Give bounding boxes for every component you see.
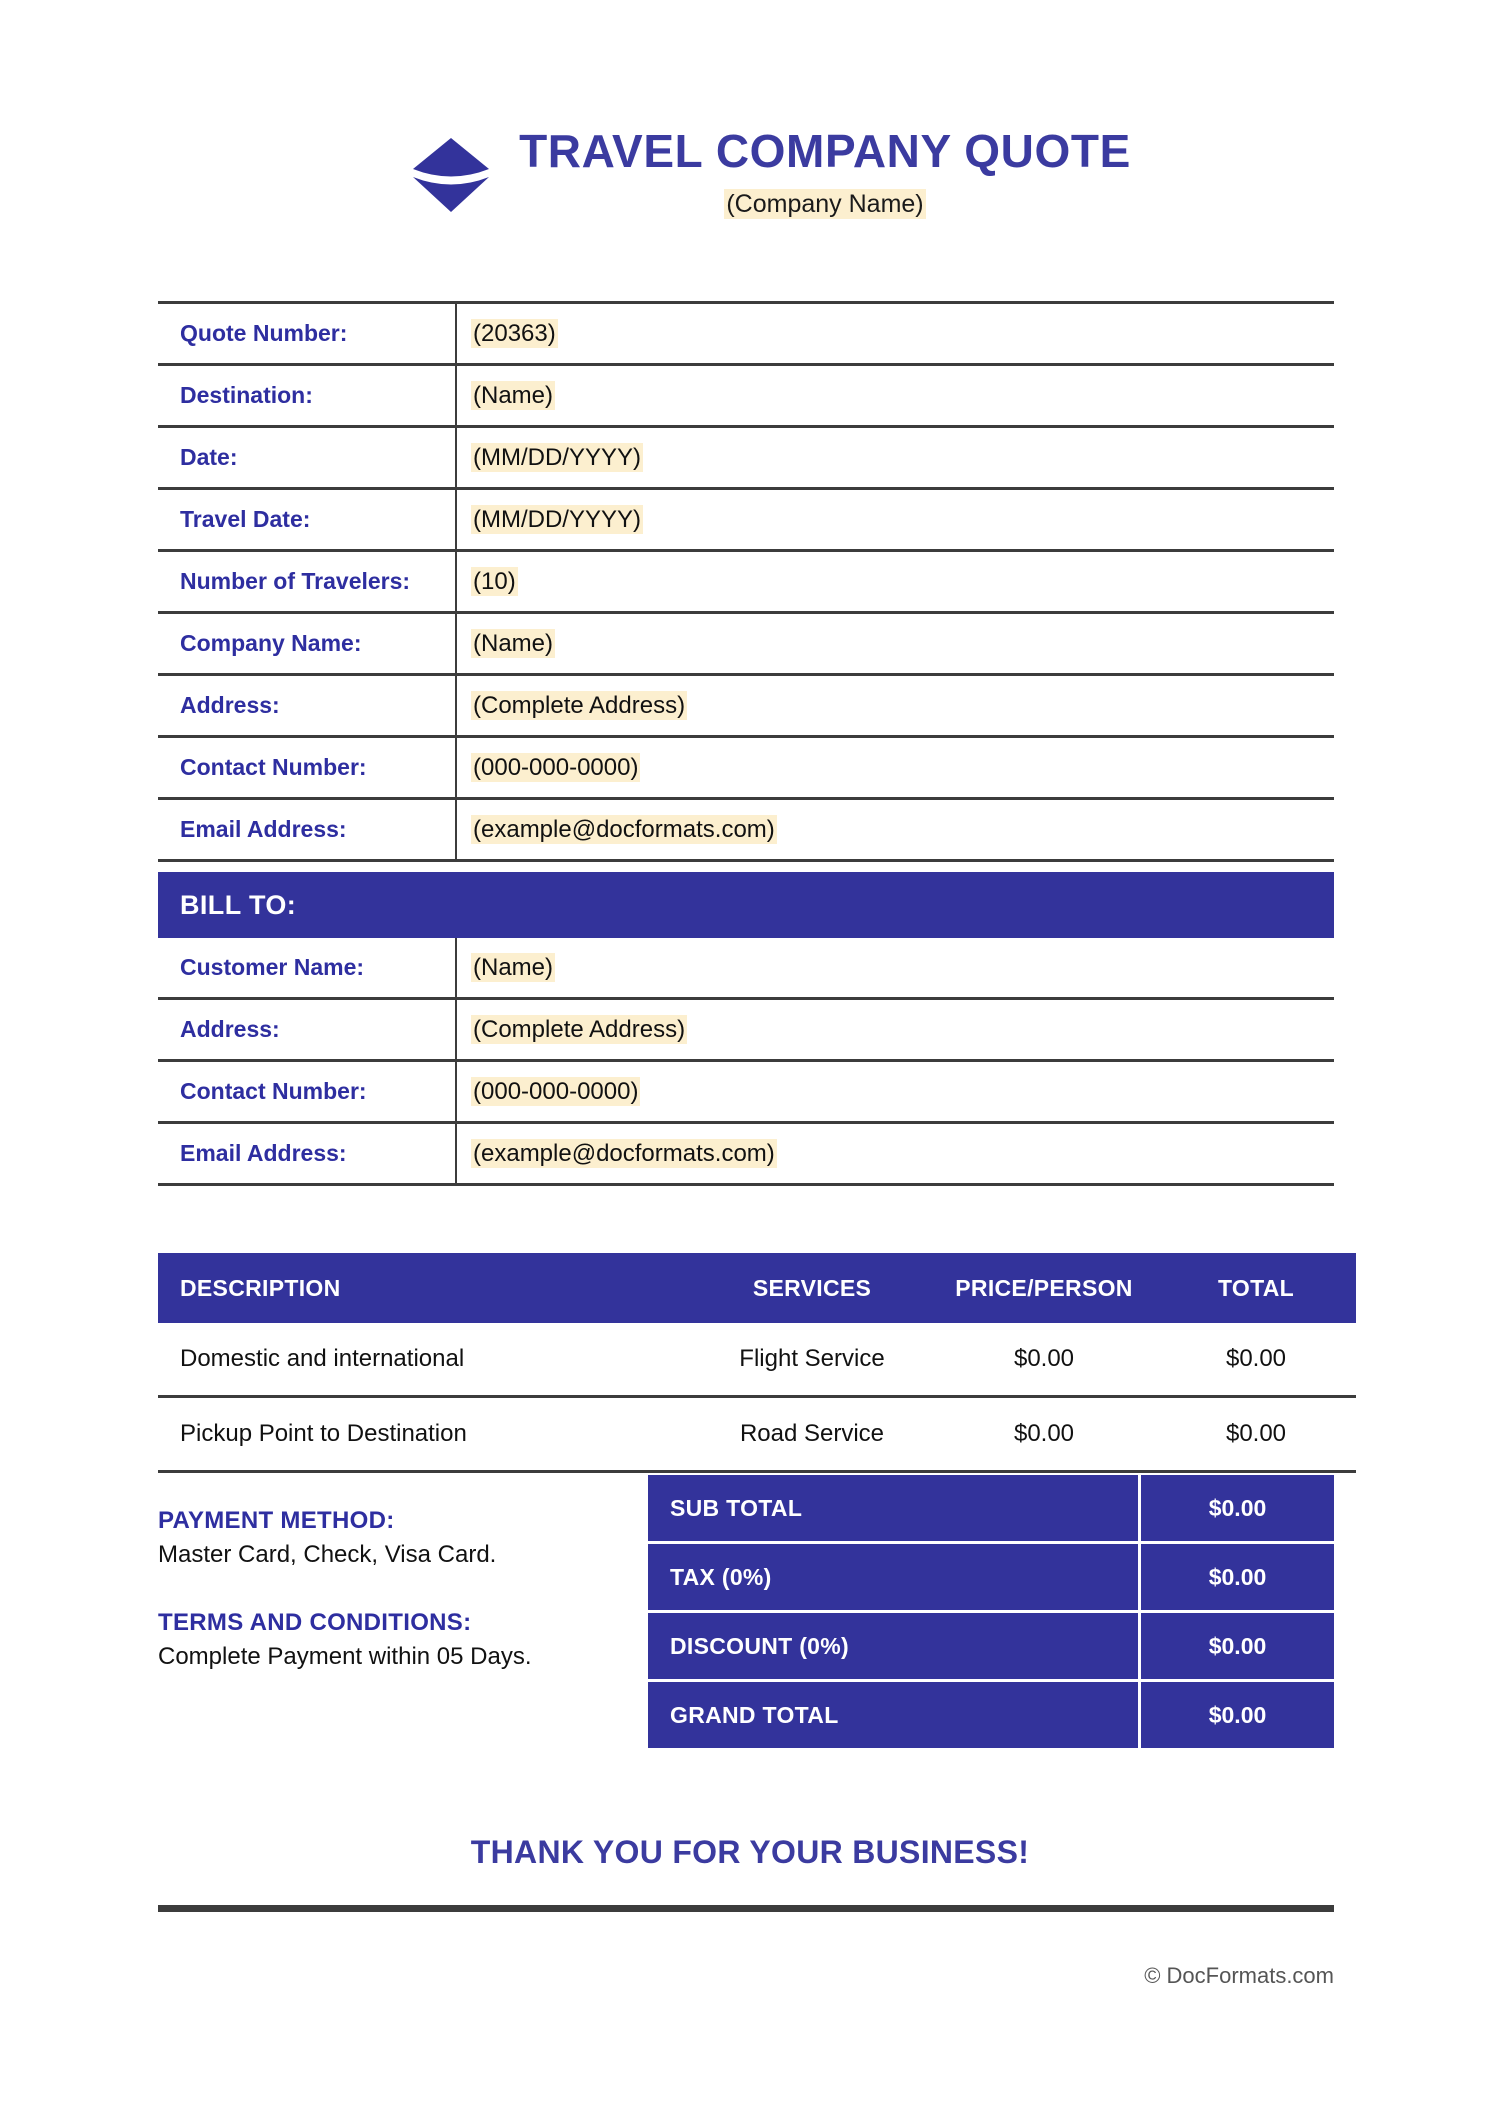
field-label: Travel Date: [158, 489, 456, 551]
table-header-row [158, 1253, 1356, 1323]
column-header-price-per-person: PRICE/PERSON [932, 1253, 1156, 1323]
cell-services[interactable]: Flight Service [692, 1323, 932, 1397]
table-row [158, 303, 1334, 365]
cell-total[interactable]: $0.00 [1156, 1323, 1356, 1397]
field-value[interactable] [456, 737, 1334, 799]
totals-label: GRAND TOTAL [648, 1682, 1141, 1748]
field-label: Contact Number: [158, 737, 456, 799]
field-value[interactable] [456, 551, 1334, 613]
totals-value[interactable]: $0.00 [1141, 1682, 1334, 1748]
field-value-text: (Complete Address) [473, 1015, 686, 1043]
quote-info-table [158, 301, 1334, 862]
table-row [158, 365, 1334, 427]
cell-description[interactable]: Domestic and international [158, 1323, 692, 1397]
field-label: Date: [158, 427, 456, 489]
bill-to-section [158, 872, 1334, 1186]
table-row [158, 489, 1334, 551]
table-row [158, 1123, 1334, 1185]
field-value-text: (example@docformats.com) [473, 815, 775, 843]
field-value-text: (MM/DD/YYYY) [473, 505, 641, 533]
field-label: Address: [158, 675, 456, 737]
column-header-total: TOTAL [1156, 1253, 1356, 1323]
company-name-placeholder [724, 190, 925, 219]
totals-block [648, 1475, 1334, 1748]
field-value-text: (20363) [473, 319, 556, 347]
cell-services[interactable]: Road Service [692, 1397, 932, 1472]
title-block [519, 125, 1131, 219]
field-label: Contact Number: [158, 1061, 456, 1123]
field-value-text: (Name) [473, 629, 554, 657]
cell-total[interactable]: $0.00 [1156, 1397, 1356, 1472]
field-value[interactable] [456, 365, 1334, 427]
column-header-description: DESCRIPTION [158, 1253, 692, 1323]
table-row [158, 999, 1334, 1061]
payment-terms-block [158, 1475, 648, 1671]
field-label: Customer Name: [158, 938, 456, 999]
field-value[interactable] [456, 427, 1334, 489]
totals-row-discount [648, 1613, 1334, 1682]
field-label: Company Name: [158, 613, 456, 675]
payment-method-text: Master Card, Check, Visa Card. [158, 1541, 497, 1568]
totals-value[interactable]: $0.00 [1141, 1475, 1334, 1544]
bill-to-heading: BILL TO: [180, 889, 297, 920]
cell-description[interactable]: Pickup Point to Destination [158, 1397, 692, 1472]
field-value[interactable] [456, 999, 1334, 1061]
field-value[interactable] [456, 1061, 1334, 1123]
field-label: Email Address: [158, 1123, 456, 1185]
table-row [158, 675, 1334, 737]
table-row [158, 1061, 1334, 1123]
field-value[interactable] [456, 303, 1334, 365]
table-row [158, 427, 1334, 489]
terms-conditions-heading: TERMS AND CONDITIONS: [158, 1609, 472, 1636]
column-header-services: SERVICES [692, 1253, 932, 1323]
cell-price-per-person[interactable]: $0.00 [932, 1323, 1156, 1397]
field-value[interactable] [456, 938, 1334, 999]
field-label: Destination: [158, 365, 456, 427]
table-row [158, 737, 1334, 799]
terms-conditions-text: Complete Payment within 05 Days. [158, 1643, 532, 1670]
company-name-value: (Company Name) [726, 190, 924, 218]
field-value[interactable] [456, 489, 1334, 551]
field-label: Quote Number: [158, 303, 456, 365]
field-value-text: (example@docformats.com) [473, 1139, 775, 1167]
thank-you-message: THANK YOU FOR YOUR BUSINESS! [470, 1834, 1030, 1870]
field-value-text: (10) [473, 567, 516, 595]
table-row [158, 1397, 1356, 1472]
table-row [158, 613, 1334, 675]
field-value-text: (MM/DD/YYYY) [473, 443, 641, 471]
field-value-text: (000-000-0000) [473, 753, 639, 781]
totals-label: DISCOUNT (0%) [648, 1613, 1141, 1682]
copyright-text: © DocFormats.com [1144, 1963, 1334, 1988]
field-value[interactable] [456, 1123, 1334, 1185]
field-value-text: (Name) [473, 381, 554, 409]
totals-row-grand-total [648, 1682, 1334, 1748]
field-value[interactable] [456, 675, 1334, 737]
spacer [158, 1569, 648, 1609]
table-row [158, 551, 1334, 613]
totals-label: SUB TOTAL [648, 1475, 1141, 1544]
totals-value[interactable]: $0.00 [1141, 1613, 1334, 1682]
totals-table [648, 1475, 1334, 1748]
totals-row-tax [648, 1544, 1334, 1613]
table-row [158, 799, 1334, 861]
totals-value[interactable]: $0.00 [1141, 1544, 1334, 1613]
totals-row-sub-total [648, 1475, 1334, 1544]
field-value-text: (Complete Address) [473, 691, 686, 719]
field-value-text: (Name) [473, 953, 554, 981]
summary-section [158, 1475, 1334, 1748]
bill-to-table [158, 938, 1334, 1186]
line-items-table [158, 1253, 1356, 1473]
table-row [158, 938, 1334, 999]
field-value[interactable] [456, 799, 1334, 861]
field-label: Address: [158, 999, 456, 1061]
field-value-text: (000-000-0000) [473, 1077, 639, 1105]
line-items-section [158, 1253, 1334, 1473]
field-label: Email Address: [158, 799, 456, 861]
document-header [0, 0, 1500, 219]
totals-label: TAX (0%) [648, 1544, 1141, 1613]
company-logo-icon [409, 136, 493, 214]
page-title: TRAVEL COMPANY QUOTE [519, 125, 1131, 177]
cell-price-per-person[interactable]: $0.00 [932, 1397, 1156, 1472]
field-value[interactable] [456, 613, 1334, 675]
bill-to-header [158, 872, 1334, 938]
field-label: Number of Travelers: [158, 551, 456, 613]
payment-method-heading: PAYMENT METHOD: [158, 1507, 395, 1534]
table-row [158, 1323, 1356, 1397]
footer-divider [158, 1905, 1334, 1912]
